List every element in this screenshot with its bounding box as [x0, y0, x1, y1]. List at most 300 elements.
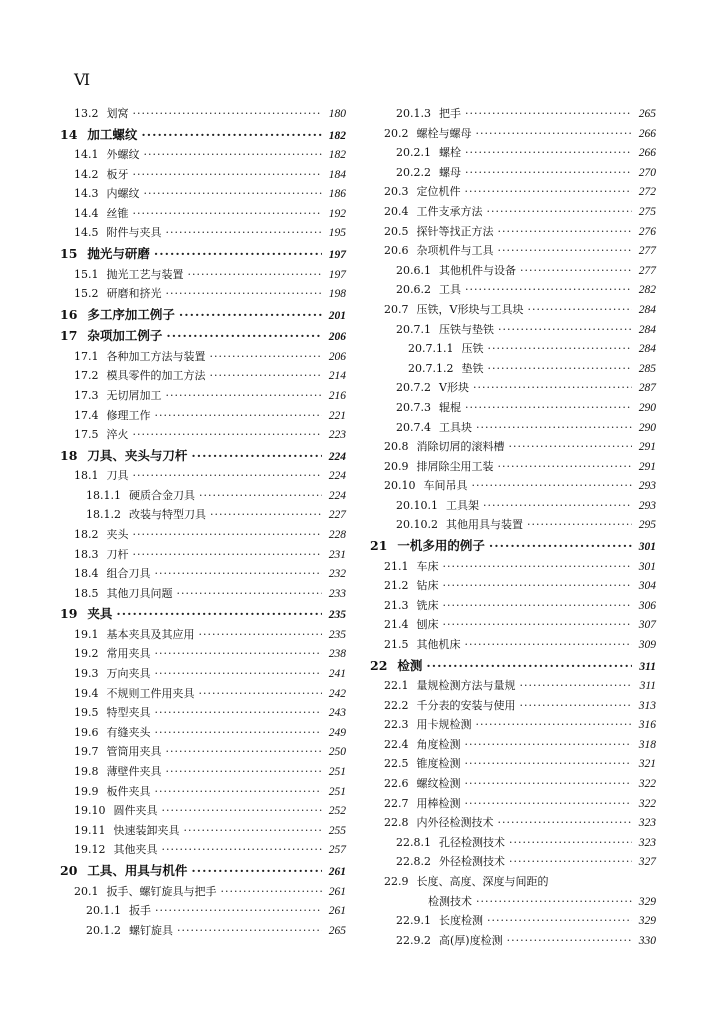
toc-entry-title: 内外径检测技术: [416, 816, 494, 830]
toc-entry-number: 22.5: [384, 757, 409, 771]
toc-chapter-entry: [370, 655, 656, 677]
toc-entry-title: 螺栓: [439, 146, 461, 160]
dot-leader: [465, 735, 633, 755]
toc-entry: [370, 557, 656, 577]
toc-entry: [370, 892, 656, 912]
toc-entry-title: 研磨和挤光: [106, 287, 162, 301]
dot-leader: [489, 535, 632, 557]
toc-entry-page: 322: [638, 797, 656, 810]
toc-entry-number: 22.7: [384, 796, 409, 810]
toc-entry-page: 323: [638, 836, 656, 849]
toc-entry-page: 261: [328, 866, 346, 878]
toc-entry-title: 刀具、夹头与刀杆: [87, 447, 188, 463]
toc-entry-title: 压铁: [461, 342, 484, 356]
dot-leader: [465, 754, 633, 774]
toc-entry-number: 20.2: [384, 126, 409, 140]
dot-leader: [166, 284, 323, 304]
dot-leader: [476, 715, 633, 735]
toc-entry-number: 17.2: [74, 369, 99, 383]
dot-leader: [184, 821, 323, 841]
toc-entry: [60, 684, 346, 704]
dot-leader: [509, 437, 633, 457]
dot-leader: [465, 182, 633, 202]
dot-leader: [487, 911, 632, 931]
dot-leader: [465, 794, 633, 814]
dot-leader: [155, 664, 323, 684]
toc-entry-number: 19.10: [74, 804, 106, 818]
toc-entry-title: 螺钉旋具: [129, 923, 173, 937]
dot-leader: [177, 584, 323, 604]
dot-leader: [465, 635, 633, 655]
toc-entry-page: 301: [638, 541, 656, 554]
toc-entry-number: 22.3: [384, 718, 409, 732]
toc-entry-page: 266: [638, 147, 656, 160]
toc-chapter-entry: [60, 304, 346, 326]
toc-entry-page: 214: [328, 370, 346, 383]
toc-entry: [60, 223, 346, 243]
toc-entry-number: 18.1.2: [86, 508, 121, 522]
toc-entry: [60, 505, 346, 525]
toc-entry: [60, 664, 346, 684]
dot-leader: [476, 892, 632, 912]
dot-leader: [155, 703, 323, 723]
dot-leader: [498, 813, 633, 833]
toc-entry-page: 282: [638, 284, 656, 297]
toc-entry-page: 192: [328, 207, 346, 220]
toc-entry-page: 228: [328, 529, 346, 541]
toc-entry-number: 14: [60, 126, 78, 142]
page-folio: Ⅵ: [74, 70, 90, 89]
toc-entry-number: 13.2: [74, 107, 99, 120]
toc-entry-title: 螺母: [439, 165, 461, 179]
toc-entry-number: 17.3: [74, 388, 99, 402]
toc-chapter-entry: [60, 325, 346, 347]
toc-entry-number: 21.1: [384, 559, 409, 573]
toc-entry-number: 14.5: [74, 226, 99, 240]
toc-entry-number: 18.2: [74, 528, 99, 541]
toc-entry: [60, 762, 346, 782]
toc-entry: [60, 204, 346, 224]
toc-entry-title: 工件支承方法: [416, 204, 483, 218]
toc-entry-number: 19.3: [74, 667, 99, 681]
dot-leader: [465, 163, 632, 183]
dot-leader: [133, 104, 323, 124]
toc-entry-number: 17.5: [74, 428, 99, 442]
dot-leader: [487, 202, 633, 222]
toc-entry-title: 扳手: [129, 904, 151, 918]
toc-entry: [370, 457, 656, 477]
toc-entry-title: 其他用具与装置: [446, 518, 523, 532]
toc-entry: [60, 703, 346, 723]
toc-entry-page: 290: [638, 421, 656, 434]
toc-entry: [370, 735, 656, 755]
toc-entry: [370, 635, 656, 655]
toc-entry-title: 无切屑加工: [106, 388, 162, 402]
dot-leader: [162, 840, 323, 860]
dot-leader: [520, 676, 633, 696]
toc-entry: [60, 921, 346, 941]
toc-entry-number: 21.4: [384, 618, 409, 632]
dot-leader: [133, 466, 323, 486]
toc-entry: [60, 625, 346, 645]
toc-entry: [370, 931, 656, 951]
dot-leader: [221, 882, 323, 902]
dot-leader: [210, 505, 322, 525]
toc-entry-number: 21: [370, 538, 388, 554]
toc-entry: [370, 359, 656, 379]
toc-entry-title: 外径检测技术: [439, 855, 505, 869]
toc-entry-page: 270: [638, 166, 656, 179]
toc-entry-number: 20.4: [384, 204, 409, 218]
toc-entry-number: 18.4: [74, 567, 99, 581]
toc-entry-number: 21.5: [384, 637, 409, 651]
toc-entry-title: 用卡规检测: [416, 718, 472, 732]
toc-column-left: [60, 104, 346, 940]
toc-entry-title: 丝锥: [106, 206, 129, 220]
toc-entry: [60, 821, 346, 841]
toc-entry: [60, 901, 346, 921]
toc-entry-title: 多工序加工例子: [87, 306, 175, 322]
toc-entry-page: 252: [328, 805, 346, 818]
toc-entry: [370, 794, 656, 814]
toc-entry: [60, 742, 346, 762]
toc-entry: [370, 496, 656, 516]
toc-entry-number: 20.7.3: [396, 400, 431, 414]
toc-entry-title: 抛光工艺与装置: [106, 267, 184, 281]
toc-entry: [60, 145, 346, 165]
toc-entry-number: 20.3: [384, 185, 409, 199]
toc-entry-page: 295: [638, 519, 656, 532]
toc-entry: [370, 576, 656, 596]
toc-entry-title: 辊棍: [439, 400, 461, 414]
dot-leader: [177, 921, 322, 941]
toc-entry-title: 其他机床: [416, 637, 461, 651]
toc-entry-title: 螺纹检测: [416, 777, 461, 790]
toc-entry-number: 22.9: [384, 874, 409, 888]
dot-leader: [166, 762, 323, 782]
toc-entry-title: 板牙: [106, 167, 129, 181]
toc-entry-title: 排屑除尘用工装: [416, 459, 494, 473]
toc-entry-page: 329: [638, 915, 656, 928]
toc-entry: [60, 801, 346, 821]
toc-entry-title: 杂项加工例子: [87, 328, 163, 344]
dot-leader: [498, 222, 633, 242]
toc-entry-title: 垫铁: [461, 361, 484, 375]
toc-entry-number: 19.8: [74, 765, 99, 779]
toc-entry-title: 角度检测: [416, 737, 461, 751]
toc-entry-page: 233: [328, 587, 346, 600]
dot-leader: [144, 184, 323, 204]
dot-leader: [487, 359, 632, 379]
toc-entry-title: 抛光与研磨: [87, 246, 150, 262]
toc-entry-page: 197: [328, 249, 346, 262]
toc-entry-page: 251: [328, 766, 346, 779]
toc-entry-page: 195: [328, 227, 346, 240]
toc-entry: [370, 241, 656, 261]
toc-entry-page: 261: [328, 885, 346, 898]
toc-entry: [370, 696, 656, 716]
toc-entry-page: 224: [328, 450, 346, 463]
toc-chapter-entry: [60, 243, 346, 265]
toc-entry-title: 硬质合金刀具: [129, 488, 195, 502]
toc-entry-title: 特型夹具: [106, 706, 151, 720]
toc-entry: [60, 525, 346, 545]
toc-entry-title: 工具块: [439, 420, 472, 434]
toc-entry-title: 有缝夹头: [106, 725, 151, 739]
toc-entry-number: 15.1: [74, 267, 99, 281]
toc-entry-page: 197: [328, 268, 346, 281]
toc-entry-number: 20.2.2: [396, 165, 431, 179]
toc-entry-number: 20.8: [384, 440, 409, 454]
dot-leader: [476, 124, 633, 144]
dot-leader: [465, 398, 632, 418]
dot-leader: [154, 243, 322, 265]
dot-leader: [155, 564, 323, 584]
toc-entry-title: 螺栓与螺母: [416, 126, 472, 140]
dot-leader: [527, 300, 632, 320]
toc-entry-page: 291: [638, 460, 656, 473]
toc-entry-page: 306: [638, 599, 656, 612]
toc-entry-title: 常用夹具: [106, 647, 151, 661]
toc-entry-page: 276: [638, 225, 656, 238]
toc-entry-page: 285: [638, 362, 656, 375]
dot-leader: [155, 901, 322, 921]
toc-entry-number: 18: [60, 447, 78, 463]
toc-entry-number: 15: [60, 246, 78, 262]
toc-entry: [370, 715, 656, 735]
toc-entry-page: 223: [328, 429, 346, 442]
toc-entry-number: 18.3: [74, 547, 99, 561]
toc-entry-number: 18.1.1: [86, 488, 121, 502]
toc-entry-number: 19.5: [74, 706, 99, 720]
toc-entry-title: 量规检测方法与量规: [416, 679, 516, 693]
toc-entry: [370, 872, 656, 892]
toc-entry-number: 22.9.2: [396, 933, 431, 947]
toc-entry: [370, 163, 656, 183]
dot-leader: [144, 145, 323, 165]
dot-leader: [465, 774, 633, 794]
toc-entry-page: 198: [328, 288, 346, 301]
dot-leader: [162, 801, 323, 821]
toc-entry-title: 定位机件: [416, 185, 461, 199]
toc-entry-title: 压铁与垫铁: [439, 322, 494, 336]
toc-entry: [370, 911, 656, 931]
toc-entry-title: 高(厚)度检测: [439, 933, 503, 947]
toc-entry-page: 224: [328, 489, 346, 502]
toc-entry-page: 327: [638, 856, 656, 869]
toc-entry-title: 消除切屑的滚料槽: [416, 440, 505, 454]
toc-entry-title: 孔径检测技术: [439, 835, 505, 849]
toc-entry-title: 长度、高度、深度与间距的: [416, 874, 549, 888]
toc-entry: [60, 644, 346, 664]
toc-entry-title: 车床: [416, 559, 439, 573]
dot-leader: [443, 557, 633, 577]
dot-leader: [509, 833, 632, 853]
toc-entry-page: 266: [638, 127, 656, 140]
toc-column-right: [370, 104, 656, 950]
toc-entry: [60, 184, 346, 204]
toc-entry-page: 182: [328, 149, 346, 162]
toc-entry: [60, 386, 346, 406]
toc-entry-title: 检测技术: [428, 894, 472, 908]
toc-entry-number: 22.8.2: [396, 855, 431, 869]
toc-entry-page: 284: [638, 303, 656, 316]
toc-entry: [370, 437, 656, 457]
toc-entry-number: 19.11: [74, 823, 106, 837]
toc-entry: [370, 418, 656, 438]
toc-entry-page: 329: [638, 895, 656, 908]
toc-entry-number: 20.1.3: [396, 107, 431, 120]
dot-leader: [465, 104, 632, 124]
toc-entry-page: 277: [638, 264, 656, 277]
toc-entry: [60, 104, 346, 124]
dot-leader: [472, 476, 633, 496]
toc-entry-number: 20: [60, 863, 78, 878]
toc-entry-title: 扳手、螺钉旋具与把手: [106, 884, 217, 898]
toc-entry: [60, 723, 346, 743]
toc-entry: [370, 104, 656, 124]
toc-entry-page: 284: [638, 323, 656, 336]
toc-entry-number: 17.1: [74, 349, 99, 363]
toc-chapter-entry: [60, 124, 346, 146]
toc-entry-number: 22.4: [384, 737, 409, 751]
toc-entry-page: 323: [638, 817, 656, 830]
toc-entry-page: 227: [328, 509, 346, 522]
toc-entry-title: 附件与夹具: [106, 226, 162, 240]
toc-entry-page: 287: [638, 382, 656, 395]
toc-entry-page: 275: [638, 205, 656, 218]
toc-entry-number: 19.4: [74, 686, 99, 700]
toc-entry-number: 17.4: [74, 408, 99, 422]
toc-entry-title: 圆件夹具: [113, 804, 158, 818]
toc-entry: [60, 840, 346, 860]
toc-entry-number: 20.7: [384, 302, 409, 316]
toc-entry-title: 不规则工件用夹具: [106, 686, 195, 700]
toc-entry-title: 板件夹具: [106, 784, 151, 798]
dot-leader: [166, 223, 323, 243]
toc-entry-number: 20.10.1: [396, 498, 438, 512]
dot-leader: [465, 143, 632, 163]
toc-entry-number: 22.1: [384, 679, 409, 693]
toc-entry-number: 15.2: [74, 287, 99, 301]
toc-entry-number: 20.7.2: [396, 381, 431, 395]
toc-entry-page: 311: [639, 680, 656, 693]
toc-entry-page: 206: [328, 350, 346, 363]
toc-entry-title: 压铁，V形块与工具块: [416, 302, 524, 316]
toc-entry-number: 19.12: [74, 843, 106, 857]
dot-leader: [210, 366, 323, 386]
toc-entry-title: 外螺纹: [106, 148, 140, 162]
toc-entry-page: 206: [328, 331, 346, 344]
toc-entry: [370, 222, 656, 242]
dot-leader: [465, 280, 632, 300]
toc-entry-number: 20.1.1: [86, 904, 121, 918]
toc-entry: [370, 300, 656, 320]
toc-entry-title: 工具、用具与机件: [87, 863, 188, 878]
toc-entry-title: 铣床: [416, 598, 439, 612]
toc-entry-number: 19.1: [74, 627, 99, 641]
toc-chapter-entry: [60, 603, 346, 625]
toc-entry-title: V形块: [439, 381, 469, 395]
toc-entry-number: 20.6: [384, 244, 409, 258]
toc-entry: [60, 486, 346, 506]
dot-leader: [199, 486, 322, 506]
toc-entry-title: 锥度检测: [416, 757, 461, 771]
dot-leader: [498, 241, 633, 261]
toc-chapter-entry: [370, 535, 656, 557]
toc-entry: [370, 676, 656, 696]
toc-entry: [370, 124, 656, 144]
dot-leader: [188, 265, 323, 285]
toc-entry-page: 238: [328, 648, 346, 661]
dot-leader: [179, 304, 322, 326]
toc-entry-title: 管筒用夹具: [106, 745, 162, 759]
dot-leader: [141, 124, 322, 146]
toc-entry-page: 249: [328, 726, 346, 739]
toc-entry-page: 277: [638, 245, 656, 258]
toc-entry-number: 20.7.1.2: [408, 361, 454, 375]
toc-entry: [60, 782, 346, 802]
toc-entry-title: 杂项机件与工具: [416, 244, 494, 258]
dot-leader: [443, 615, 633, 635]
toc-entry: [60, 284, 346, 304]
dot-leader: [509, 852, 632, 872]
toc-entry: [370, 202, 656, 222]
toc-entry-title: 长度检测: [439, 914, 483, 928]
toc-entry: [370, 774, 656, 794]
toc-entry-title: 修理工作: [106, 408, 151, 422]
dot-leader: [498, 457, 633, 477]
dot-leader: [443, 596, 633, 616]
toc-entry-title: 其他机件与设备: [439, 263, 516, 277]
dot-leader: [426, 655, 632, 677]
toc-entry-page: 304: [638, 580, 656, 593]
toc-entry-page: 265: [328, 924, 346, 937]
dot-leader: [166, 325, 322, 347]
toc-entry-page: 301: [638, 560, 656, 573]
toc-entry-page: 293: [638, 499, 656, 512]
dot-leader: [443, 576, 633, 596]
toc-entry: [60, 466, 346, 486]
dot-leader: [133, 545, 323, 565]
toc-entry-page: 290: [638, 401, 656, 414]
toc-entry: [370, 852, 656, 872]
toc-entry-title: 薄壁件夹具: [106, 765, 162, 779]
toc-entry-title: 内螺纹: [106, 187, 140, 201]
toc-entry-title: 探针等找正方法: [416, 224, 494, 238]
toc-entry-title: 刨床: [416, 618, 439, 632]
toc-entry: [60, 882, 346, 902]
toc-entry-page: 235: [328, 628, 346, 641]
toc-entry-number: 22.9.1: [396, 914, 431, 928]
dot-leader: [155, 644, 323, 664]
toc-entry-title: 万向夹具: [106, 667, 151, 681]
toc-entry-number: 21.3: [384, 598, 409, 612]
toc-entry-page: 321: [638, 758, 656, 771]
toc-entry-number: 19: [60, 606, 78, 622]
dot-leader: [191, 445, 322, 467]
toc-entry-title: 工具: [439, 283, 461, 297]
toc-entry-page: 182: [328, 129, 346, 142]
toc-entry: [60, 425, 346, 445]
toc-entry: [370, 339, 656, 359]
toc-entry-title: 一机多用的例子: [397, 538, 485, 554]
dot-leader: [483, 496, 632, 516]
toc-entry-page: 224: [328, 470, 346, 483]
dot-leader: [133, 165, 323, 185]
dot-leader: [210, 347, 323, 367]
toc-entry: [370, 182, 656, 202]
